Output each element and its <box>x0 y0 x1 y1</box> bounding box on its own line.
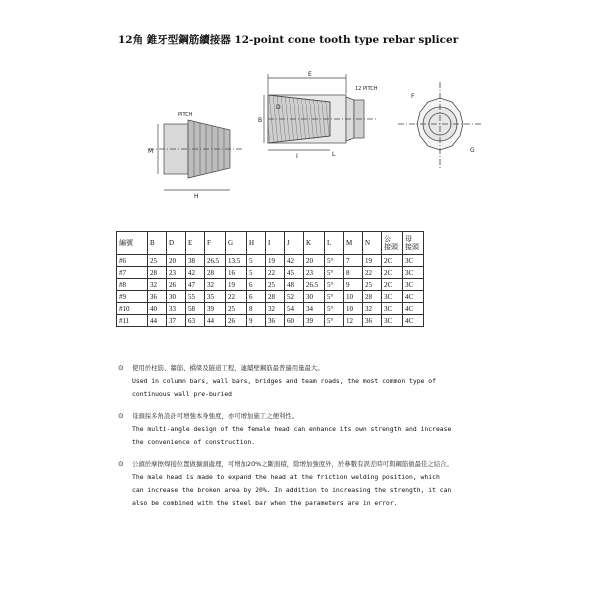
col-header: K <box>304 232 325 255</box>
note-en-line: can increase the broken area by 20%. In addition to increasing the strength, it can <box>132 486 452 494</box>
table-cell: 6 <box>247 291 266 303</box>
table-cell: 60 <box>285 315 304 327</box>
table-row <box>117 303 424 315</box>
table-cell: 36 <box>148 291 167 303</box>
table-cell: 10 <box>344 291 363 303</box>
table-cell: 3C <box>403 279 424 291</box>
bullet-icon: ⊙ <box>118 460 124 468</box>
table-cell: 2C <box>382 255 403 267</box>
note-item <box>118 458 498 510</box>
table-cell: 32 <box>148 279 167 291</box>
table-row <box>117 291 424 303</box>
table-cell: 28 <box>266 291 285 303</box>
col-header: D <box>167 232 186 255</box>
feature-notes <box>118 362 498 519</box>
table-cell: 32 <box>363 303 382 315</box>
bullet-icon: ⊙ <box>118 412 124 420</box>
table-cell: 9 <box>344 279 363 291</box>
table-cell: 5 <box>247 267 266 279</box>
col-header: N <box>363 232 382 255</box>
table-cell: 55 <box>186 291 205 303</box>
dim-g: G <box>470 147 475 154</box>
col-header: G <box>226 232 247 255</box>
dim-f: F <box>411 93 415 100</box>
col-header: L <box>325 232 344 255</box>
male-splicer-view <box>148 120 242 190</box>
table-row <box>117 279 424 291</box>
table-cell: 13.5 <box>226 255 247 267</box>
table-cell: #9 <box>117 291 148 303</box>
table-cell: 30 <box>167 291 186 303</box>
col-header: 編號 <box>117 232 148 255</box>
table-cell: 4C <box>403 315 424 327</box>
table-cell: 44 <box>205 315 226 327</box>
note-en-line: also be combined with the steel bar when the parameters are in error. <box>132 499 398 507</box>
col-header: 公 接頭 <box>382 232 403 255</box>
table-cell: 20 <box>304 255 325 267</box>
table-cell: 32 <box>205 279 226 291</box>
table-cell: 32 <box>266 303 285 315</box>
table-cell: #10 <box>117 303 148 315</box>
table-row <box>117 315 424 327</box>
dim-l: L <box>332 151 336 158</box>
table-cell: 5° <box>325 255 344 267</box>
table-cell: 7 <box>344 255 363 267</box>
table-cell: 4C <box>403 291 424 303</box>
table-cell: 3C <box>382 315 403 327</box>
note-en-line: The male head is made to expand the head at the friction welding position, which <box>132 473 440 481</box>
table-cell: 38 <box>186 255 205 267</box>
table-cell: 26 <box>226 315 247 327</box>
dim-m: M <box>148 148 154 155</box>
table-cell: 8 <box>344 267 363 279</box>
table-cell: 26 <box>167 279 186 291</box>
table-cell: 48 <box>285 279 304 291</box>
table-cell: 28 <box>363 291 382 303</box>
dim-h: H <box>194 193 199 200</box>
table-cell: 25 <box>148 255 167 267</box>
table-cell: 26.5 <box>205 255 226 267</box>
table-cell: 36 <box>266 315 285 327</box>
table-cell: #11 <box>117 315 148 327</box>
table-cell: 19 <box>363 255 382 267</box>
note-item <box>118 410 498 449</box>
splicer-technical-drawing <box>118 64 492 219</box>
table-cell: 16 <box>226 267 247 279</box>
table-cell: 34 <box>304 303 325 315</box>
table-cell: 52 <box>285 291 304 303</box>
table-cell: 6 <box>247 279 266 291</box>
table-cell: #7 <box>117 267 148 279</box>
table-cell: 54 <box>285 303 304 315</box>
table-cell: 45 <box>285 267 304 279</box>
table-cell: 2C <box>382 267 403 279</box>
table-cell: 58 <box>186 303 205 315</box>
table-cell: 5° <box>325 267 344 279</box>
table-cell: 5° <box>325 315 344 327</box>
table-cell: 23 <box>167 267 186 279</box>
label-12-pitch: 12 PITCH <box>355 86 378 92</box>
table-cell: 25 <box>266 279 285 291</box>
table-cell: 10 <box>344 303 363 315</box>
table-cell: 3C <box>403 255 424 267</box>
table-cell: #8 <box>117 279 148 291</box>
col-header: 母 接頭 <box>403 232 424 255</box>
table-cell: 22 <box>266 267 285 279</box>
dim-d: D <box>276 104 281 111</box>
dim-e: E <box>308 71 312 78</box>
table-cell: 4C <box>403 303 424 315</box>
col-header: F <box>205 232 226 255</box>
label-pitch: PITCH <box>178 112 193 118</box>
table-cell: 22 <box>363 267 382 279</box>
table-cell: 39 <box>205 303 226 315</box>
table-cell: 8 <box>247 303 266 315</box>
table-cell: 63 <box>186 315 205 327</box>
table-cell: #6 <box>117 255 148 267</box>
table-cell: 20 <box>167 255 186 267</box>
note-zh: 公頭於摩擦焊接位置做擴頭處理，可增加20%之斷面積，除增加強度外，於參數有誤差時可與鋼筋做最佳之結合。 <box>132 460 453 468</box>
table-row <box>117 255 424 267</box>
col-header: M <box>344 232 363 255</box>
table-cell: 5 <box>247 255 266 267</box>
note-en-line: the convenience of construction. <box>132 438 256 446</box>
table-cell: 33 <box>167 303 186 315</box>
col-header: B <box>148 232 167 255</box>
table-cell: 19 <box>266 255 285 267</box>
table-cell: 42 <box>285 255 304 267</box>
dim-b: B <box>258 117 263 124</box>
table-cell: 28 <box>148 267 167 279</box>
table-cell: 35 <box>205 291 226 303</box>
table-cell: 47 <box>186 279 205 291</box>
table-cell: 26.5 <box>304 279 325 291</box>
table-cell: 5° <box>325 279 344 291</box>
note-en-line: The multi-angle design of the female head can enhance its own strength and increase <box>132 425 452 433</box>
table-cell: 3C <box>382 291 403 303</box>
table-row <box>117 267 424 279</box>
table-cell: 25 <box>363 279 382 291</box>
table-header-row <box>117 232 424 255</box>
table-cell: 2C <box>382 279 403 291</box>
table-cell: 9 <box>247 315 266 327</box>
note-zh: 母頭採多角設計可增強本身強度，亦可增加施工之便利性。 <box>132 412 299 420</box>
table-cell: 30 <box>304 291 325 303</box>
table-cell: 42 <box>186 267 205 279</box>
note-item <box>118 362 498 401</box>
col-header: H <box>247 232 266 255</box>
table-cell: 25 <box>226 303 247 315</box>
dim-i: I <box>296 153 298 160</box>
spec-table <box>116 231 424 327</box>
table-cell: 28 <box>205 267 226 279</box>
note-en-line: Used in column bars, wall bars, bridges and team roads, the most common type of <box>132 377 436 385</box>
table-cell: 5° <box>325 291 344 303</box>
bullet-icon: ⊙ <box>118 364 124 372</box>
table-cell: 3C <box>403 267 424 279</box>
table-cell: 40 <box>148 303 167 315</box>
note-zh: 使用於柱筋、牆筋、橋梁及隧道工程，連續壁鋼筋最普遍用量最大。 <box>132 364 324 372</box>
col-header: J <box>285 232 304 255</box>
page-title: 12角 錐牙型鋼筋續接器 12-point cone tooth type rebar splicer <box>118 34 459 46</box>
col-header: E <box>186 232 205 255</box>
table-cell: 12 <box>344 315 363 327</box>
table-cell: 37 <box>167 315 186 327</box>
table-cell: 39 <box>304 315 325 327</box>
table-cell: 22 <box>226 291 247 303</box>
col-header: I <box>266 232 285 255</box>
table-cell: 23 <box>304 267 325 279</box>
table-cell: 36 <box>363 315 382 327</box>
table-cell: 3C <box>382 303 403 315</box>
table-cell: 44 <box>148 315 167 327</box>
table-cell: 19 <box>226 279 247 291</box>
table-cell: 5° <box>325 303 344 315</box>
note-en-line: continuous wall pre-buried <box>132 390 233 398</box>
